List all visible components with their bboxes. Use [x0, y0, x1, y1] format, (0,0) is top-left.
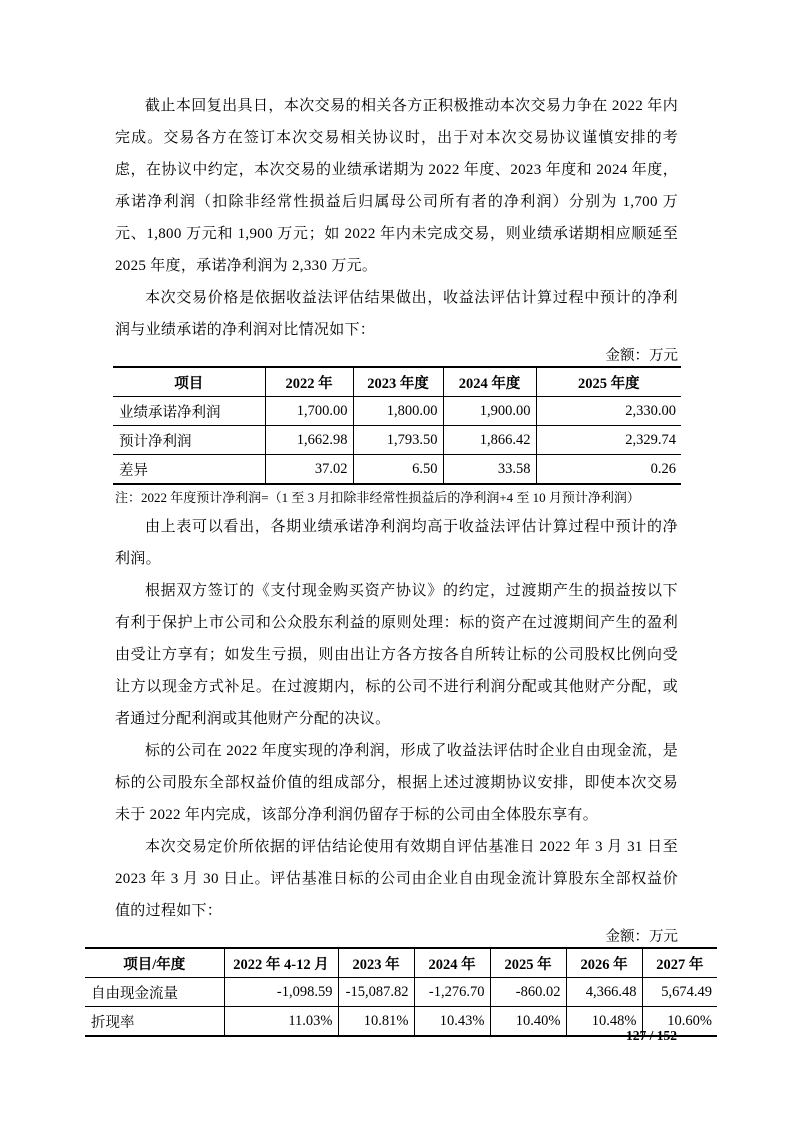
profit-comparison-table — [113, 366, 681, 485]
column-header: 项目 — [113, 367, 265, 397]
table-header-row — [85, 948, 717, 978]
table-footnote: 注：2022 年度预计净利润=（1 至 3 月扣除非经常性损益后的净利润+4 至 10 月预计净利润） — [115, 490, 640, 505]
column-header: 2022 年 — [265, 367, 353, 397]
table-row — [85, 978, 717, 1007]
column-header: 2023 年度 — [353, 367, 443, 397]
cell-value: 2,329.74 — [536, 426, 681, 455]
cell-value: -860.02 — [490, 978, 566, 1007]
cell-value: 5,674.49 — [642, 978, 717, 1007]
table-row — [113, 426, 681, 455]
cell-value: 6.50 — [353, 455, 443, 485]
amount-unit-label: 金额：万元 — [605, 929, 678, 945]
cell-value: 33.58 — [443, 455, 536, 485]
cell-value: 2,330.00 — [536, 397, 681, 426]
cell-value: -1,276.70 — [414, 978, 490, 1007]
cell-value: 10.81% — [338, 1007, 414, 1037]
table-row — [113, 397, 681, 426]
cell-value: -1,098.59 — [224, 978, 338, 1007]
table-row — [85, 1007, 717, 1037]
cell-value: 11.03% — [224, 1007, 338, 1037]
column-header: 2025 年度 — [536, 367, 681, 397]
free-cash-flow-table — [85, 947, 717, 1037]
paragraph-2022-profit-retention: 标的公司在 2022 年度实现的净利润，形成了收益法评估时企业自由现金流，是标的公司股东全部权益价值的组成部分，根据上述过渡期协议安排，即使本次交易未于 2022 年内完成，该部分净利润仍留存于标的公司由全体股东享有。 — [115, 743, 678, 823]
page-content — [91, 90, 712, 1037]
cell-value: 10.40% — [490, 1007, 566, 1037]
cell-value: 4,366.48 — [566, 978, 642, 1007]
cell-value: -15,087.82 — [338, 978, 414, 1007]
table-row — [113, 455, 681, 485]
row-label: 自由现金流量 — [85, 978, 224, 1007]
column-header: 项目/年度 — [85, 948, 224, 978]
row-label: 业绩承诺净利润 — [113, 397, 265, 426]
row-label: 差异 — [119, 462, 148, 479]
column-header: 2027 年 — [642, 948, 717, 978]
column-header: 2025 年 — [490, 948, 566, 978]
column-header: 2022 年 4-12 月 — [224, 948, 338, 978]
paragraph-valuation-validity: 本次交易定价所依据的评估结论使用有效期自评估基准日 2022 年 3 月 31 日至 2023 年 3 月 30 日止。评估基准日标的公司由企业自由现金流计算股东全部权益价值的过程如下： — [115, 839, 678, 919]
cell-value: 1,800.00 — [353, 397, 443, 426]
cell-value: 1,866.42 — [443, 426, 536, 455]
table-header-row — [113, 367, 681, 397]
column-header: 2026 年 — [566, 948, 642, 978]
cell-value: 1,662.98 — [265, 426, 353, 455]
cell-value: 1,700.00 — [265, 397, 353, 426]
paragraph-price-basis: 本次交易价格是依据收益法评估结果做出，收益法评估计算过程中预计的净利润与业绩承诺的净利润对比情况如下： — [115, 290, 678, 338]
cell-value: 0.26 — [536, 455, 681, 485]
cell-value: 37.02 — [265, 455, 353, 485]
row-label: 预计净利润 — [113, 426, 265, 455]
row-label: 折现率 — [91, 1014, 135, 1031]
cell-value: 10.48% — [566, 1007, 642, 1037]
paragraph-transition-period-agreement: 根据双方签订的《支付现金购买资产协议》的约定，过渡期产生的损益按以下有利于保护上市公司和公众股东利益的原则处理：标的资产在过渡期间产生的盈利由受让方享有；如发生亏损，则由出让方各方按各自所转让标的公司股权比例向受让方以现金方式补足。在过渡期内，标的公司不进行利润分配或其他财产分配，或者通过分配利润或其他财产分配的决议。 — [115, 583, 678, 727]
page-number: 127 / 152 — [625, 1028, 677, 1043]
cell-value: 1,793.50 — [353, 426, 443, 455]
cell-value: 1,900.00 — [443, 397, 536, 426]
column-header: 2023 年 — [338, 948, 414, 978]
amount-unit-label: 金额：万元 — [605, 348, 678, 364]
cell-value: 10.60% — [642, 1007, 717, 1037]
paragraph-transaction-commitment: 截止本回复出具日，本次交易的相关各方正积极推动本次交易力争在 2022 年内完成。交易各方在签订本次交易相关协议时，出于对本次交易协议谨慎安排的考虑，在协议中约定，本次交易的业绩承诺期为 2022 年度、2023 年度和 2024 年度，承诺净利润（扣除非经常性损益后归属母公司所有者的净利润）分别为 1,700 万元、1,800 万元和 1,900 万元；如 2022 年内未完成交易，则业绩承诺期相应顺延至 2025 年度，承诺净利润为 2,330 万元。 — [115, 98, 678, 274]
paragraph-conclusion-from-table: 由上表可以看出，各期业绩承诺净利润均高于收益法评估计算过程中预计的净利润。 — [115, 519, 678, 567]
column-header: 2024 年度 — [443, 367, 536, 397]
cell-value: 10.43% — [414, 1007, 490, 1037]
column-header: 2024 年 — [414, 948, 490, 978]
